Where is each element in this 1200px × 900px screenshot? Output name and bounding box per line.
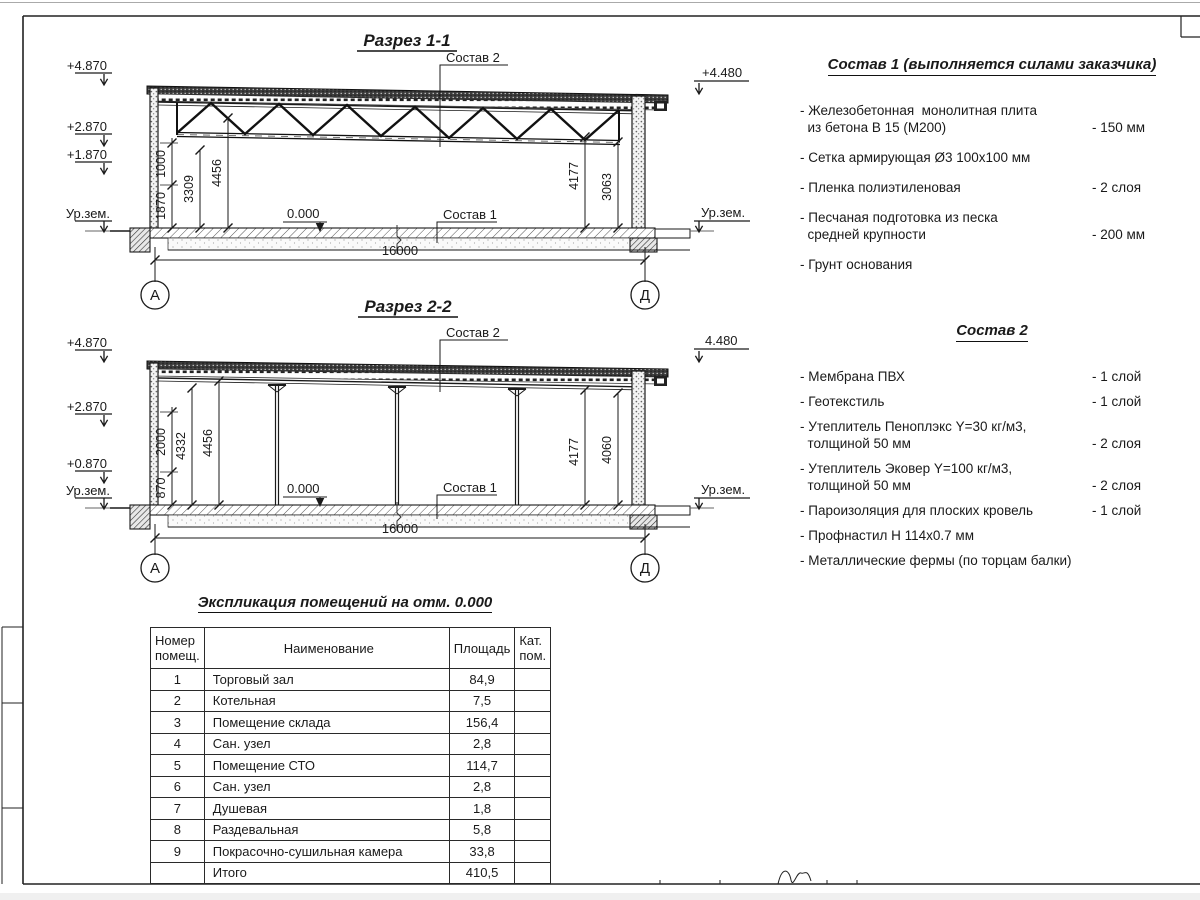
item-text: - Пленка полиэтиленовая	[800, 180, 961, 195]
item-text: из бетона В 15 (М200)	[800, 120, 947, 135]
sostav1-panel	[800, 56, 1184, 286]
s1-elevations-left	[66, 58, 112, 232]
s1-elevations-right	[694, 65, 750, 232]
dim-label: 4456	[201, 429, 215, 457]
item-value: - 2 слоя	[1092, 436, 1142, 451]
item-text: средней крупности	[800, 227, 926, 242]
sostav2-leader-label: Состав 2	[446, 50, 500, 65]
zero-level-label: 0.000	[287, 206, 320, 221]
item-text: - Утеплитель Эковер Y=100 кг/м3,	[800, 461, 1013, 476]
ground-level-mark: Ур.зем.	[701, 205, 746, 220]
ground-level-mark: Ур.зем.	[65, 206, 110, 221]
axis-label-a: А	[149, 560, 161, 577]
axis-label-d: Д	[639, 287, 651, 304]
item-value: - 2 слоя	[1092, 180, 1142, 195]
s1-leaders	[283, 50, 508, 243]
titleblock-top-edge	[660, 871, 857, 884]
item-text: - Песчаная подготовка из песка	[800, 210, 998, 225]
col-header-number: Номер помещ.	[151, 628, 205, 669]
axis-label-a: А	[149, 287, 161, 304]
s2-elevations-right	[694, 333, 750, 509]
item-text: - Железобетонная монолитная плита	[800, 103, 1038, 118]
elevation-mark: +1.870	[66, 147, 107, 162]
sostav1-leader-label: Состав 1	[443, 207, 497, 222]
s2-dim-labels	[154, 428, 614, 498]
table-row: 2 Котельная 7,5	[151, 690, 551, 712]
dim-label: 4177	[567, 162, 581, 190]
explication-title: Экспликация помещений на отм. 0.000	[197, 594, 493, 611]
dim-label: 2000	[154, 428, 168, 456]
material-item	[800, 552, 1184, 569]
col-header-category: Кат. пом.	[515, 628, 551, 669]
table-header-row	[151, 628, 551, 669]
material-item	[800, 102, 1184, 136]
table-row: 4 Сан. узел 2,8	[151, 733, 551, 755]
item-value: - 1 слой	[1092, 369, 1142, 384]
elevation-mark: +0.870	[66, 456, 107, 471]
section2-title: Разрез 2-2	[364, 297, 452, 316]
s2-elevations-left	[66, 335, 112, 509]
zero-level-label: 0.000	[287, 481, 320, 496]
overall-width-dim: 16000	[381, 243, 419, 258]
material-item	[800, 209, 1184, 243]
dim-label: 4177	[567, 438, 581, 466]
sostav2-leader-label: Состав 2	[446, 325, 500, 340]
material-item	[800, 418, 1184, 452]
s1-dim-labels	[154, 150, 614, 220]
elevation-mark: +4.870	[66, 58, 107, 73]
section1-title: Разрез 1-1	[363, 31, 451, 50]
right-wall	[632, 96, 645, 228]
material-item	[800, 502, 1184, 519]
ground-level-mark: Ур.зем.	[65, 483, 110, 498]
dim-label: 4332	[174, 432, 188, 460]
right-wall	[632, 371, 645, 505]
ground-level-mark: Ур.зем.	[701, 482, 746, 497]
item-value: - 2 слоя	[1092, 478, 1142, 493]
elevation-mark: 4.480	[705, 333, 738, 348]
sostav1-leader-label: Состав 1	[443, 480, 497, 495]
sostav1-title: Состав 1 (выполняется силами заказчика)	[800, 56, 1184, 76]
signature-scribble	[778, 871, 811, 884]
table-row: 8 Раздевальная 5,8	[151, 819, 551, 841]
section-1-1	[66, 31, 750, 309]
item-value: - 150 мм	[1092, 120, 1146, 135]
dim-label: 1870	[154, 192, 168, 220]
material-item	[800, 460, 1184, 494]
material-item	[800, 527, 1184, 544]
s2-vertical-dims	[160, 377, 623, 510]
item-text: - Геотекстиль	[800, 394, 885, 409]
item-text: - Мембрана ПВХ	[800, 369, 905, 384]
item-text: - Профнастил Н 114х0.7 мм	[800, 528, 974, 543]
elevation-mark: +2.870	[66, 399, 107, 414]
item-text: толщиной 50 мм	[800, 478, 911, 493]
item-text: - Грунт основания	[800, 257, 913, 272]
table-row-total: Итого 410,5	[151, 862, 551, 884]
sostav2-panel	[800, 322, 1184, 577]
table-row: 1 Торговый зал 84,9	[151, 669, 551, 691]
material-item	[800, 368, 1184, 385]
item-value: - 1 слой	[1092, 503, 1142, 518]
material-item	[800, 179, 1184, 196]
material-item	[800, 393, 1184, 410]
dim-label: 870	[154, 477, 168, 499]
dim-label: 3063	[600, 173, 614, 201]
col-header-area: Площадь	[449, 628, 515, 669]
elevation-mark: +2.870	[66, 119, 107, 134]
section-2-2	[66, 297, 750, 582]
table-row: 6 Сан. узел 2,8	[151, 776, 551, 798]
item-text: - Сетка армирующая Ø3 100х100 мм	[800, 150, 1031, 165]
dim-label: 3309	[182, 175, 196, 203]
table-row: 7 Душевая 1,8	[151, 798, 551, 820]
cornice-bracket	[654, 376, 667, 386]
item-text: - Утеплитель Пеноплэкс Y=30 кг/м3,	[800, 419, 1027, 434]
axis-label-d: Д	[639, 560, 651, 577]
sostav2-title: Состав 2	[800, 322, 1184, 342]
elevation-mark: +4.870	[66, 335, 107, 350]
table-row: 9 Покрасочно-сушильная камера 33,8	[151, 841, 551, 863]
dim-label: 1000	[154, 150, 168, 178]
item-value: - 200 мм	[1092, 227, 1146, 242]
item-text: - Металлические фермы (по торцам балки)	[800, 553, 1072, 568]
dim-label: 4060	[600, 436, 614, 464]
item-value: - 1 слой	[1092, 394, 1142, 409]
table-row: 5 Помещение СТО 114,7	[151, 755, 551, 777]
overall-width-dim: 16000	[381, 521, 419, 536]
dim-label: 4456	[210, 159, 224, 187]
cornice-bracket	[654, 101, 667, 111]
explication-table	[150, 627, 551, 884]
material-item	[800, 256, 1184, 273]
elevation-mark: +4.480	[702, 65, 743, 80]
table-row: 3 Помещение склада 156,4	[151, 712, 551, 734]
item-text: - Пароизоляция для плоских кровель	[800, 503, 1034, 518]
material-item	[800, 149, 1184, 166]
s1-vertical-dims	[160, 114, 623, 233]
col-header-name: Наименование	[204, 628, 449, 669]
item-text: толщиной 50 мм	[800, 436, 911, 451]
